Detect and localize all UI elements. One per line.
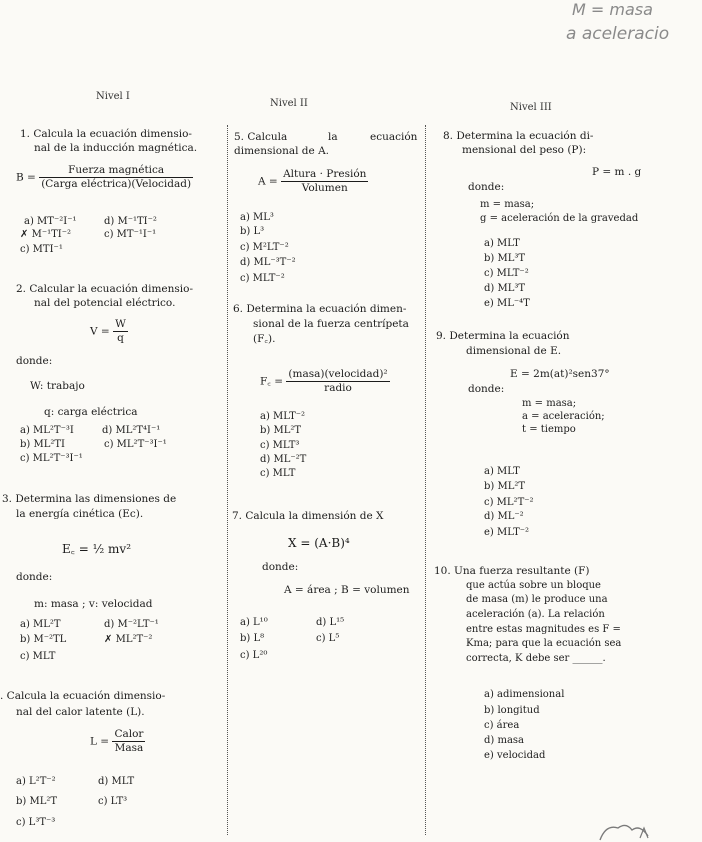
q9-donde: donde: xyxy=(468,383,505,395)
q9-option-b: b) ML²T xyxy=(484,481,526,492)
q10-line2: que actúa sobre un bloque xyxy=(466,580,601,591)
q2-var-w: W: trabajo xyxy=(30,380,85,392)
handwritten-note-2: a aceleracio xyxy=(566,24,670,44)
q6-numerator: (masa)(velocidad)² xyxy=(286,368,389,382)
q9-formula: E = 2m(at)²sen37° xyxy=(510,368,610,380)
q2-numerator: W xyxy=(113,318,128,332)
q1-option-d: d) M⁻¹TI⁻² xyxy=(104,216,157,227)
q7-option-b: b) L⁸ xyxy=(240,633,265,644)
q2-donde: donde: xyxy=(16,355,53,367)
q1-option-c: c) MT⁻¹I⁻¹ xyxy=(104,229,157,240)
q10-line1: 10. Una fuerza resultante (F) xyxy=(434,565,590,577)
q10-line7: correcta, K debe ser ______. xyxy=(466,653,606,664)
q3-donde: donde: xyxy=(16,571,53,583)
q6-option-b: b) ML²T xyxy=(260,425,302,436)
q8-option-e: e) ML⁻⁴T xyxy=(484,298,530,309)
q2-formula xyxy=(90,318,128,345)
q7-option-d: d) L¹⁵ xyxy=(316,617,345,628)
q3-line2: la energía cinética (Ec). xyxy=(16,508,144,520)
q9-option-c: c) ML²T⁻² xyxy=(484,497,534,508)
q8-option-a: a) MLT xyxy=(484,238,520,249)
q5-lhs: A = xyxy=(258,175,278,188)
q5-option-d: d) ML⁻³T⁻² xyxy=(240,257,296,268)
q2-lhs: V = xyxy=(90,325,110,338)
q9-line2: dimensional de E. xyxy=(466,345,562,357)
q3-option-e: ✗ ML²T⁻² xyxy=(104,634,153,645)
q9-var-a: a = aceleración; xyxy=(522,411,605,422)
q9-option-e: e) MLT⁻² xyxy=(484,527,530,538)
cross-mark-icon: ✗ xyxy=(20,229,29,240)
q6-line3: (F꜀). xyxy=(253,333,276,345)
q7-option-a: a) L¹⁰ xyxy=(240,617,268,628)
q1-option-a: a) MT⁻²I⁻¹ xyxy=(24,216,77,227)
q5-line1c: ecuación xyxy=(370,131,418,143)
q6-line1: 6. Determina la ecuación dimen- xyxy=(233,303,407,315)
q2-line2: nal del potencial eléctrico. xyxy=(34,297,176,309)
q2-option-e: c) ML²T⁻³I⁻¹ xyxy=(104,439,167,450)
q8-option-d: d) ML³T xyxy=(484,283,526,294)
q7-option-c: c) L²⁰ xyxy=(240,650,268,661)
q6-fraction xyxy=(286,368,389,395)
q1-line2: nal de la inducción magnética. xyxy=(34,142,198,154)
q5-line2: dimensional de A. xyxy=(234,145,329,157)
q3-option-c: c) MLT xyxy=(20,651,56,662)
q9-var-t: t = tiempo xyxy=(522,424,576,435)
q6-line2: sional de la fuerza centrípeta xyxy=(253,318,409,330)
q10-option-e: e) velocidad xyxy=(484,750,546,761)
q1-fraction xyxy=(39,164,193,191)
decorative-sketch-icon xyxy=(596,820,656,842)
cross-mark-icon: ✗ xyxy=(104,634,113,645)
q4-fraction xyxy=(112,728,145,755)
q4-numerator: Calor xyxy=(112,728,145,742)
q6-option-e: c) MLT xyxy=(260,468,296,479)
q6-denominator: radio xyxy=(324,382,352,395)
q10-line3: de masa (m) le produce una xyxy=(466,594,608,605)
q6-formula xyxy=(260,368,390,395)
q2-option-c: c) ML²T⁻³I⁻¹ xyxy=(20,453,83,464)
q8-donde: donde: xyxy=(468,181,505,193)
q5-line1b: la xyxy=(328,131,338,143)
q4-option-c: c) L³T⁻³ xyxy=(16,817,56,828)
q1-numerator: Fuerza magnética xyxy=(39,164,193,178)
q10-line4: aceleración (a). La relación xyxy=(466,609,605,620)
q6-option-d: d) ML⁻²T xyxy=(260,454,307,465)
q3-option-d: d) M⁻²LT⁻¹ xyxy=(104,619,159,630)
q10-option-b: b) longitud xyxy=(484,705,540,716)
q4-option-a: a) L²T⁻² xyxy=(16,776,56,787)
q2-option-d: d) ML²T⁴I⁻¹ xyxy=(102,425,161,436)
level-1-header: Nivel I xyxy=(96,91,130,102)
q2-denominator: q xyxy=(117,332,124,345)
q7-formula: X = (A·B)⁴ xyxy=(288,536,350,550)
q2-option-a: a) ML²T⁻³I xyxy=(20,425,74,436)
q8-var-g: g = aceleración de la gravedad xyxy=(480,213,639,224)
q4-denominator: Masa xyxy=(114,742,144,755)
q2-option-b: b) ML²TI xyxy=(20,439,65,450)
q10-line5: entre estas magnitudes es F = xyxy=(466,624,621,635)
q5-fraction xyxy=(281,168,368,195)
q1-option-e: c) MTI⁻¹ xyxy=(20,244,63,255)
q5-numerator: Altura · Presión xyxy=(281,168,368,182)
q4-formula xyxy=(90,728,145,755)
q10-option-d: d) masa xyxy=(484,735,525,746)
q3-formula: E꜀ = ½ mv² xyxy=(62,542,132,556)
q9-option-a: a) MLT xyxy=(484,466,520,477)
q1-denominator: (Carga eléctrica)(Velocidad) xyxy=(41,178,192,191)
handwritten-note-1: M = masa xyxy=(572,0,653,19)
q6-option-a: a) MLT⁻² xyxy=(260,411,306,422)
q2-fraction xyxy=(113,318,128,345)
q7-donde: donde: xyxy=(262,561,299,573)
q4-option-e: c) LT³ xyxy=(98,796,128,807)
q5-option-b: b) L³ xyxy=(240,226,265,237)
q1-option-b: ✗ M⁻¹TI⁻² xyxy=(20,229,72,240)
column-divider-2 xyxy=(425,125,426,835)
q5-line1a: 5. Calcula xyxy=(234,131,288,143)
q10-line6: Kma; para que la ecuación sea xyxy=(466,638,622,649)
q8-var-m: m = masa; xyxy=(480,199,535,210)
q8-option-c: c) MLT⁻² xyxy=(484,268,529,279)
q5-option-e: c) MLT⁻² xyxy=(240,273,285,284)
q9-line1: 9. Determina la ecuación xyxy=(436,330,570,342)
q10-option-c: c) área xyxy=(484,720,520,731)
q2-var-q: q: carga eléctrica xyxy=(44,406,138,418)
q3-line1: 3. Determina las dimensiones de xyxy=(2,493,177,505)
q1-formula xyxy=(16,164,193,191)
q9-option-d: d) ML⁻² xyxy=(484,511,524,522)
q4-line1: . Calcula la ecuación dimensio- xyxy=(0,690,166,702)
q3-option-b: b) M⁻²TL xyxy=(20,634,67,645)
q5-option-c: c) M²LT⁻² xyxy=(240,242,289,253)
q1-line1: 1. Calcula la ecuación dimensio- xyxy=(20,128,192,140)
q8-line1: 8. Determina la ecuación di- xyxy=(443,130,594,142)
q4-line2: nal del calor latente (L). xyxy=(16,706,145,718)
column-divider-1 xyxy=(227,125,228,835)
q4-option-b: b) ML²T xyxy=(16,796,58,807)
q3-option-a: a) ML²T xyxy=(20,619,61,630)
q4-option-d: d) MLT xyxy=(98,776,135,787)
q5-formula xyxy=(258,168,368,195)
q1-lhs: B = xyxy=(16,171,36,184)
level-2-header: Nivel II xyxy=(270,98,308,109)
q7-line1: 7. Calcula la dimensión de X xyxy=(232,510,384,522)
q7-vars: A = área ; B = volumen xyxy=(284,584,410,596)
q8-line2: mensional del peso (P): xyxy=(462,144,587,156)
q8-option-b: b) ML³T xyxy=(484,253,526,264)
q2-line1: 2. Calcular la ecuación dimensio- xyxy=(16,283,193,295)
q6-option-c: c) MLT³ xyxy=(260,440,300,451)
q5-denominator: Volumen xyxy=(301,182,348,195)
q5-option-a: a) ML³ xyxy=(240,212,274,223)
q4-lhs: L = xyxy=(90,735,110,748)
q10-option-a: a) adimensional xyxy=(484,689,565,700)
q7-option-e: c) L⁵ xyxy=(316,633,340,644)
level-3-header: Nivel III xyxy=(510,102,552,113)
q8-formula: P = m . g xyxy=(592,166,642,178)
q6-lhs: F꜀ = xyxy=(260,375,284,388)
q3-vars: m: masa ; v: velocidad xyxy=(34,598,153,610)
q9-var-m: m = masa; xyxy=(522,398,577,409)
